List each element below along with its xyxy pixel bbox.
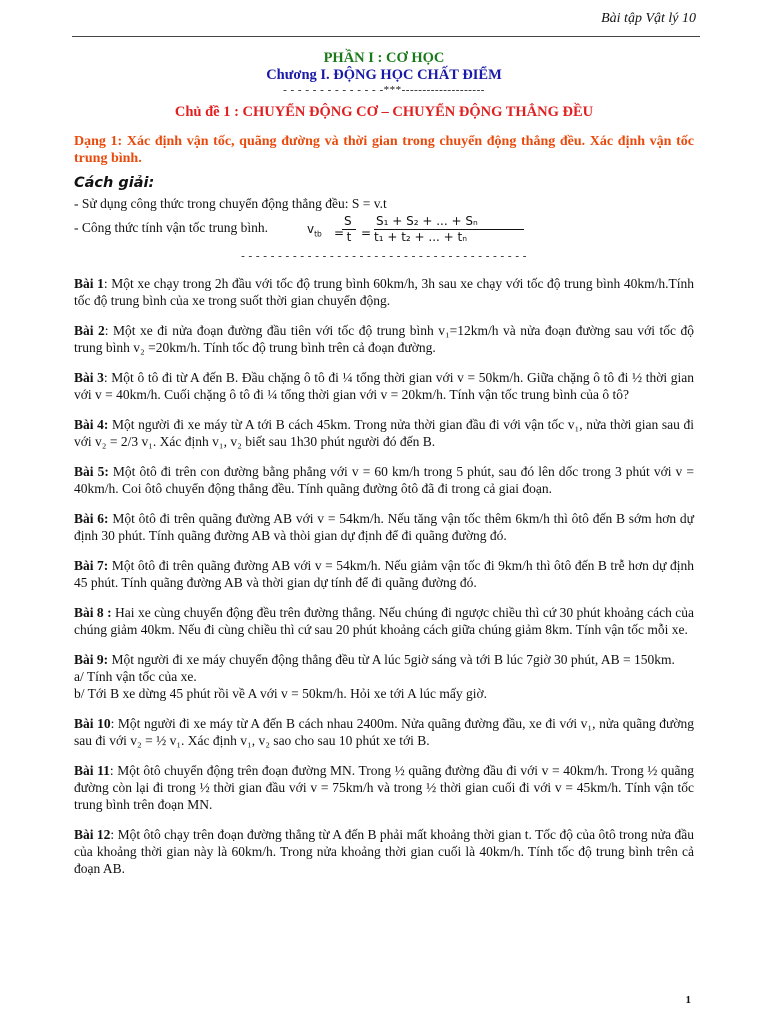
exercise-text: Hai xe cùng chuyển động đều trên đường thẳng. Nếu chúng đi ngược chiều thì cứ 30 phút khoảng cách của chúng giảm 40km. Nếu đi cùng chiều thì cứ sau 20 phút khoảng cách giữa chúng giảm 8km. Tính vận tốc mỗi xe. xyxy=(74,605,694,637)
exercise-label: Bài 9: xyxy=(74,652,109,667)
topic-title: Chủ đề 1 : CHUYỂN ĐỘNG CƠ – CHUYỂN ĐỘNG THẲNG ĐỀU xyxy=(174,104,594,120)
exercise-label: Bài 5: xyxy=(74,464,109,479)
formula-t: t xyxy=(342,229,356,244)
exercise-item: Bài 1: Một xe chạy trong 2h đầu với tốc độ trung bình 60km/h, 3h sau xe chạy với tốc độ trung bình 40km/h.Tính tốc độ trung bình của xe trong suốt thời gian chuyển động. xyxy=(74,276,694,308)
type-title: Dạng 1: Xác định vận tốc, quãng đường và thời gian trong chuyển động thẳng đều. Xác định vận tốc trung bình. xyxy=(74,134,694,166)
exercise-item xyxy=(74,557,694,591)
method-line-2: - Công thức tính vận tốc trung bình. xyxy=(74,220,269,235)
exercise-text: Một ôtô đi trên quãng đường AB với v = 54km/h. Nếu giảm vận tốc đi 9km/h thì ôtô đến B trễ hơn dự định 45 phút. Tính quãng đường AB và thời gian dự tính để đi quãng đường đó. xyxy=(74,558,695,590)
exercise-item: Bài 10: Một người đi xe máy từ A đến B cách nhau 2400m. Nửa quãng đường đầu, xe đi với v₁, nửa quãng đường sau đi với v₂ = ½ v₁. Xác định v₁, v₂ sao cho sau 10 phút xe tới B. xyxy=(74,716,694,748)
exercise-text: Một ôtô đi trên con đường bằng phẳng với v = 60 km/h trong 5 phút, sau đó lên dốc trong 3 phút với v = 40km/h. Coi ôtô chuyển động thẳng đều. Tính quãng đường ôtô đã đi trong cả giai đoạn. xyxy=(74,464,694,496)
exercise-item xyxy=(74,510,694,544)
formula-eq-1: = xyxy=(334,226,345,240)
part-title: PHẦN I : CƠ HỌC xyxy=(323,50,445,66)
exercise-label: Bài 8 : xyxy=(74,605,112,620)
exercise-label: Bài 4: xyxy=(74,417,109,432)
exercise-item: Bài 11: Một ôtô chuyển động trên đoạn đường MN. Trong ½ quãng đường đầu đi với v = 40km/h. Trong ½ quãng đường còn lại đi trong ½ thời gian đầu với v = 75km/h và trong ½ thời gian cuối đi với v = 45km/h. Tính vận tốc trung bình trên đoạn MN. xyxy=(74,763,694,812)
exercise-label: Bài 2 xyxy=(74,323,105,338)
formula-v: $v_{tb}$ xyxy=(307,222,322,239)
exercise-item: Bài 12: Một ôtô chạy trên đoạn đường thẳng từ A đến B phải mất khoảng thời gian t. Tốc độ của ôtô trong nửa đầu của khoảng thời gian này là 60km/h. Trong nửa khoảng thời gian cuối là 40km/h. Tính tốc độ trung bình trên cả đoạn AB. xyxy=(74,827,694,876)
method-title: Cách giải: xyxy=(74,175,155,191)
header-rule xyxy=(72,36,700,37)
formula-numerator: S₁ + S₂ + ... + Sₙ xyxy=(376,214,478,228)
chapter-title: Chương I. ĐỘNG HỌC CHẤT ĐIỂM xyxy=(266,67,502,83)
average-velocity-formula xyxy=(74,216,694,248)
exercise-subitem-a: a/ Tính vận tốc của xe. xyxy=(74,669,197,684)
method-line-1: - Sử dụng công thức trong chuyển động thẳng đều: S = v.t xyxy=(74,196,387,211)
exercise-label: Bài 11 xyxy=(74,763,110,778)
exercise-text: Một ô tô đi từ A đến B. Đầu chặng ô tô đi ¼ tổng thời gian với v = 50km/h. Giữa chặng ô tô đi ½ thời gian với v = 40km/h. Cuối chặng ô tô đi ¼ tổng thời gian với v = 20km/h. Tính vận tốc trung bình của ô tô? xyxy=(74,370,694,402)
page-number: 1 xyxy=(685,994,691,1006)
exercise-text: Một người đi xe máy chuyển động thẳng đều từ A lúc 5giờ sáng và tới B lúc 7giờ 30 phút, AB = 150km. xyxy=(111,652,675,667)
exercise-text: Một người đi xe máy từ A tới B cách 45km. Trong nửa thời gian đầu đi với vận tốc v₁, nửa thời gian sau đi với v₂ = 2/3 v₁. Xác định v₁, v₂ biết sau 1h30 phút người đó đến B. xyxy=(74,417,694,449)
exercise-text: Một ôtô chạy trên đoạn đường thẳng từ A đến B phải mất khoảng thời gian t. Tốc độ của ôtô trong nửa đầu của khoảng thời gian này là 60km/h. Trong nửa khoảng thời gian cuối là 40km/h. Tính tốc độ trung bình trên cả đoạn AB. xyxy=(74,827,694,876)
exercise-label: Bài 10 xyxy=(74,716,111,731)
exercise-label: Bài 12 xyxy=(74,827,111,842)
exercise-label: Bài 7: xyxy=(74,558,109,573)
formula-denominator: t₁ + t₂ + ... + tₙ xyxy=(374,229,524,244)
exercise-subitem-b: b/ Tới B xe dừng 45 phút rồi về A với v = 50km/h. Hỏi xe tới A lúc mấy giờ. xyxy=(74,686,487,701)
exercise-item xyxy=(74,463,694,497)
exercise-item xyxy=(74,604,694,638)
document-body xyxy=(74,50,694,877)
formula-eq-2: = xyxy=(361,226,372,240)
header-title: Bài tập Vật lý 10 xyxy=(601,11,696,26)
exercise-text: Một ôtô chuyển động trên đoạn đường MN. Trong ½ quãng đường đầu đi với v = 40km/h. Trong ½ quãng đường còn lại đi trong ½ thời gian đầu với v = 75km/h và trong ½ thời gian cuối đi với v = 45km/h. Tính vận tốc trung bình trên đoạn MN. xyxy=(74,763,694,812)
exercise-label: Bài 3 xyxy=(74,370,104,385)
exercise-item xyxy=(74,651,694,702)
exercise-label: Bài 6: xyxy=(74,511,109,526)
exercise-text: Một ôtô đi trên quãng đường AB với v = 54km/h. Nếu tăng vận tốc thêm 6km/h thì ôtô đến B sớm hơn dự định 30 phút. Tính quãng đường AB và thòi gian dự định để đi quãng đường đó. xyxy=(74,511,694,543)
exercise-item: Bài 2: Một xe đi nửa đoạn đường đầu tiên với tốc độ trung bình v₁=12km/h và nửa đoạn đường sau với tốc độ trung bình v₂ =20km/h. Tính tốc độ trung bình trên cả đoạn đường. xyxy=(74,323,694,355)
formula-s: S xyxy=(344,214,352,228)
exercise-text: Một người đi xe máy từ A đến B cách nhau 2400m. Nửa quãng đường đầu, xe đi với v₁, nửa quãng đường sau đi với v₂ = ½ v₁. Xác định v₁, v₂ sao cho sau 10 phút xe tới B. xyxy=(74,716,694,748)
exercise-text: Một xe chạy trong 2h đầu với tốc độ trung bình 60km/h, 3h sau xe chạy với tốc độ trung bình 40km/h.Tính tốc độ trung bình của xe trong suốt thời gian chuyển động. xyxy=(74,276,694,308)
exercise-label: Bài 1 xyxy=(74,276,104,291)
exercise-item: Bài 3: Một ô tô đi từ A đến B. Đầu chặng ô tô đi ¼ tổng thời gian với v = 50km/h. Giữa chặng ô tô đi ½ thời gian với v = 40km/h. Cuối chặng ô tô đi ¼ tổng thời gian với v = 20km/h. Tính vận tốc trung bình của ô tô? xyxy=(74,370,694,402)
separator-top: - - - - - - - - - - - - - -***-------------------- xyxy=(283,84,485,96)
exercise-list xyxy=(74,275,694,877)
exercise-item xyxy=(74,416,694,450)
exercise-text: Một xe đi nửa đoạn đường đầu tiên với tốc độ trung bình v₁=12km/h và nửa đoạn đường sau với tốc độ trung bình v₂ =20km/h. Tính tốc độ trung bình trên cả đoạn đường. xyxy=(74,323,694,355)
separator-mid: - - - - - - - - - - - - - - - - - - - - - - - - - - - - - - - - - - - - - - - xyxy=(241,250,527,262)
